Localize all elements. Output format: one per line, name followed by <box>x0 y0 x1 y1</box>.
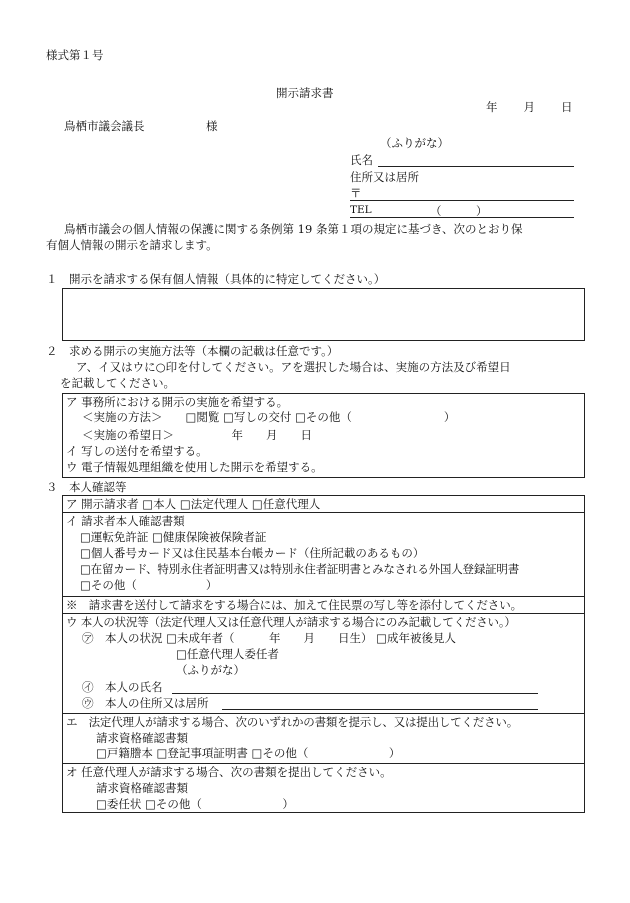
id-docs-other[interactable]: □その他（ ） <box>80 578 218 592</box>
intro-line-1: 鳥栖市議会の個人情報の保護に関する条例第 19 条第１項の規定に基づき、次のとおり保 <box>64 222 523 236</box>
legal-rep-docs-label: 請求資格確認書類 <box>96 731 188 745</box>
divider <box>62 596 585 597</box>
requester-type[interactable]: ア 開示請求者 □本人 □法定代理人 □任意代理人 <box>66 497 321 511</box>
tel-paren: （ ） <box>430 204 488 218</box>
agent-docs-label: 請求資格確認書類 <box>96 781 188 795</box>
divider <box>62 763 585 764</box>
honorific: 様 <box>206 119 218 133</box>
option-i-mail[interactable]: イ 写しの送付を希望する。 <box>66 444 208 458</box>
divider <box>62 613 585 614</box>
id-docs-mynumber[interactable]: □個人番号カード又は住民基本台帳カード（住所記載のあるもの） <box>80 546 425 560</box>
addressee: 鳥栖市議会議長 <box>64 119 145 133</box>
section3-heading: ３ 本人確認等 <box>46 480 127 494</box>
mail-note: ※ 請求書を送付して請求をする場合には、加えて住民票の写し等を添付してください。 <box>66 598 522 612</box>
option-a-office[interactable]: ア 事務所における開示の実施を希望する。 <box>66 395 289 409</box>
principal-furigana-label: （ふりがな） <box>176 663 245 677</box>
principal-status-heading: ウ 本人の状況等（法定代理人又は任意代理人が請求する場合にのみ記載してください。） <box>66 615 516 629</box>
principal-status[interactable]: ㋐ 本人の状況 □未成年者（ 年 月 日生） □成年被後見人 <box>82 631 457 645</box>
implementation-method[interactable]: ＜実施の方法＞ □閲覧 □写しの交付 □その他（ ） <box>82 410 456 424</box>
divider <box>62 512 585 513</box>
form-title: 開示請求書 <box>276 86 334 100</box>
agent-docs[interactable]: □委任状 □その他（ ） <box>96 797 294 811</box>
section1-heading: １ 開示を請求する保有個人情報（具体的に特定してください。） <box>46 272 386 286</box>
agent-heading: オ 任意代理人が請求する場合、次の書類を提出してください。 <box>66 765 392 779</box>
tel-line[interactable] <box>350 217 574 218</box>
principal-address-line[interactable] <box>222 709 538 710</box>
intro-line-2: 有個人情報の開示を請求します。 <box>46 238 218 252</box>
section2-note-1: ア、イ又はウに○印を付してください。アを選択した場合は、実施の方法及び希望日 <box>76 360 511 374</box>
option-u-electronic[interactable]: ウ 電子情報処理組織を使用した開示を希望する。 <box>66 460 323 474</box>
legal-rep-heading: エ 法定代理人が請求する場合、次のいずれかの書類を提示し、又は提出してください。 <box>66 715 518 729</box>
applicant-furigana-label: （ふりがな） <box>380 136 449 150</box>
postal-mark: 〒 <box>350 186 362 200</box>
section2-note-2: を記載してください。 <box>60 376 175 390</box>
applicant-address-label: 住所又は居所 <box>350 170 419 184</box>
applicant-name-line[interactable] <box>378 166 574 167</box>
id-docs-residence-card[interactable]: □在留カード、特別永住者証明書又は特別永住者証明書とみなされる外国人登録証明書 <box>80 562 520 576</box>
principal-delegator[interactable]: □任意代理人委任者 <box>176 647 279 661</box>
applicant-address-line[interactable] <box>350 200 574 201</box>
date-line: 年 月 日 <box>486 100 574 114</box>
section1-input-box[interactable] <box>62 288 585 341</box>
tel-label: TEL <box>350 204 372 216</box>
principal-name-line[interactable] <box>172 693 538 694</box>
implementation-date[interactable]: ＜実施の希望日＞ 年 月 日 <box>82 428 312 442</box>
id-docs-license-insurance[interactable]: □運転免許証 □健康保険被保険者証 <box>80 530 267 544</box>
section2-heading: ２ 求める開示の実施方法等（本欄の記載は任意です。） <box>46 344 339 358</box>
divider <box>62 713 585 714</box>
form-number: 様式第１号 <box>46 48 104 62</box>
id-docs-heading: イ 請求者本人確認書類 <box>66 514 185 528</box>
principal-name-label: ㋑ 本人の氏名 <box>82 680 163 694</box>
applicant-name-label: 氏名 <box>350 153 373 167</box>
principal-address-label: ㋒ 本人の住所又は居所 <box>82 696 209 710</box>
legal-rep-docs[interactable]: □戸籍謄本 □登記事項証明書 □その他（ ） <box>96 746 401 760</box>
